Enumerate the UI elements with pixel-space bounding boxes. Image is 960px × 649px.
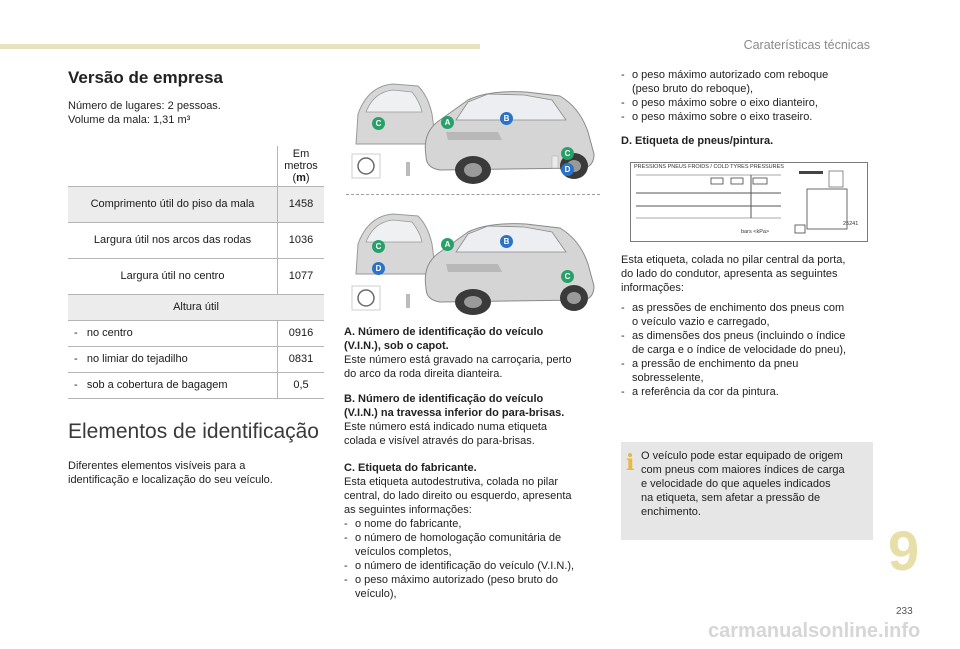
list-item: - o peso máximo sobre o eixo dianteiro, xyxy=(621,97,818,109)
row-label: Largura útil nos arcos das rodas xyxy=(68,222,278,258)
table-row xyxy=(68,186,324,222)
section-a-title-2: (V.I.N.), sob o capot. xyxy=(344,340,449,352)
row-label: Comprimento útil do piso da mala xyxy=(68,186,278,222)
identification-intro-2: identificação e localização do seu veículo. xyxy=(68,474,273,486)
section-a-line-1: Este número está gravado na carroçaria, perto xyxy=(344,354,572,366)
page-number: 233 xyxy=(896,606,913,617)
section-b-line-1: Este número está indicado numa etiqueta xyxy=(344,421,548,433)
chapter-number: 9 xyxy=(888,519,920,582)
info-icon: i xyxy=(626,450,635,476)
list-item: - a referência da cor da pintura. xyxy=(621,386,779,398)
marker-b-2: B xyxy=(500,235,513,248)
section-a-title-1: A. Número de identificação do veículo xyxy=(344,326,544,338)
list-item: - a pressão de enchimento da pneu sobresselente, xyxy=(621,358,799,384)
height-header: Altura útil xyxy=(68,294,324,320)
row-value: 1077 xyxy=(278,258,325,294)
info-text xyxy=(641,449,867,519)
list-item: - o número de identificação do veículo (V.I.N.), xyxy=(344,560,575,572)
section-b xyxy=(344,392,600,448)
marker-b-1: B xyxy=(500,112,513,125)
list-item: - o nome do fabricante, xyxy=(344,518,462,530)
car-illustration-front-left xyxy=(348,204,600,316)
unit-header-line1: Em metros xyxy=(284,147,318,172)
row-label: Largura útil no centro xyxy=(68,258,278,294)
table-row xyxy=(68,320,324,346)
identification-title: Elementos de identificação xyxy=(68,420,319,443)
marker-a-1: A xyxy=(441,116,454,129)
section-d-title: D. Etiqueta de pneus/pintura. xyxy=(621,135,774,147)
marker-c-4: C xyxy=(561,270,574,283)
list-item: - o peso máximo autorizado (peso bruto do veículo), xyxy=(344,574,559,600)
volume-text: Volume da mala: 1,31 m³ xyxy=(68,114,191,126)
section-c xyxy=(344,461,600,601)
marker-c-3: C xyxy=(372,240,385,253)
marker-c-1: C xyxy=(372,117,385,130)
unit-header-line2: (m) xyxy=(292,171,310,184)
row-value: 0831 xyxy=(278,346,325,372)
tyre-label-code: 25241 xyxy=(843,221,859,227)
section-c-line-3: as seguintes informações: xyxy=(344,504,472,516)
section-a xyxy=(344,325,600,381)
info-line-4: na etiqueta, sem afetar a pressão de xyxy=(641,492,821,504)
illustration-divider xyxy=(346,194,600,195)
chapter-header: Caraterísticas técnicas xyxy=(743,38,870,52)
section-b-title-1: B. Número de identificação do veículo xyxy=(344,393,544,405)
list-item: - as dimensões dos pneus (incluindo o índice de carga e o índice de velocidade do pneu), xyxy=(621,330,847,356)
dimensions-table xyxy=(68,146,324,399)
section-b-title-2: (V.I.N.) na travessa inferior do para-brisas. xyxy=(344,407,565,419)
section-d-line-2: do lado do condutor, apresenta as seguintes xyxy=(621,268,838,280)
table-row xyxy=(68,222,324,258)
marker-c-2: C xyxy=(561,147,574,160)
section-c-line-2: central, do lado direito ou esquerdo, apresenta xyxy=(344,490,572,502)
table-row xyxy=(68,372,324,398)
list-item: - o peso máximo sobre o eixo traseiro. xyxy=(621,111,813,123)
list-item: - as pressões de enchimento dos pneus com o veículo vazio e carregado, xyxy=(621,302,845,328)
marker-d-1: D xyxy=(561,163,574,176)
marker-a-2: A xyxy=(441,238,454,251)
tyre-label-header: PRESSIONS PNEUS FROIDS / COLD TYRES PRESSURES xyxy=(634,164,784,170)
table-row xyxy=(68,258,324,294)
header-accent-bar xyxy=(0,44,480,49)
info-line-2: com pneus com maiores índices de carga xyxy=(641,464,845,476)
unit-header xyxy=(278,146,325,186)
section-c-line-1: Esta etiqueta autodestrutiva, colada no pilar xyxy=(344,476,559,488)
info-line-1: O veículo pode estar equipado de origem xyxy=(641,450,843,462)
marker-d-2: D xyxy=(372,262,385,275)
section-a-line-2: do arco da roda direita dianteira. xyxy=(344,368,503,380)
height-header-row xyxy=(68,294,324,320)
section-b-line-2: colada e visível através do para-brisas. xyxy=(344,435,535,447)
company-version-title: Versão de empresa xyxy=(68,68,223,87)
tyre-label-unit: bars <kPa> xyxy=(741,229,770,235)
row-label: - no limiar do tejadilho xyxy=(68,346,278,372)
row-label: - no centro xyxy=(68,320,278,346)
row-value: 0916 xyxy=(278,320,325,346)
seats-text: Número de lugares: 2 pessoas. xyxy=(68,100,221,112)
footer-watermark: carmanualsonline.info xyxy=(708,620,921,642)
section-c-title: C. Etiqueta do fabricante. xyxy=(344,462,477,474)
section-d-line-3: informações: xyxy=(621,282,684,294)
identification-intro-1: Diferentes elementos visíveis para a xyxy=(68,460,246,472)
section-d-line-1: Esta etiqueta, colada no pilar central da porta, xyxy=(621,254,846,266)
row-label: - sob a cobertura de bagagem xyxy=(68,372,278,398)
list-item: - o número de homologação comunitária de veículos completos, xyxy=(344,532,562,558)
info-line-5: enchimento. xyxy=(641,506,701,518)
info-line-3: e velocidade do que aqueles indicados xyxy=(641,478,831,490)
list-item: - o peso máximo autorizado com reboque (peso bruto do reboque), xyxy=(621,69,829,95)
table-row xyxy=(68,346,324,372)
section-c-continued xyxy=(621,68,877,124)
section-d-list xyxy=(621,301,877,399)
section-d-text xyxy=(621,253,877,295)
row-value: 0,5 xyxy=(278,372,325,398)
row-value: 1458 xyxy=(278,186,325,222)
row-value: 1036 xyxy=(278,222,325,258)
tyre-label-illustration xyxy=(630,162,868,242)
